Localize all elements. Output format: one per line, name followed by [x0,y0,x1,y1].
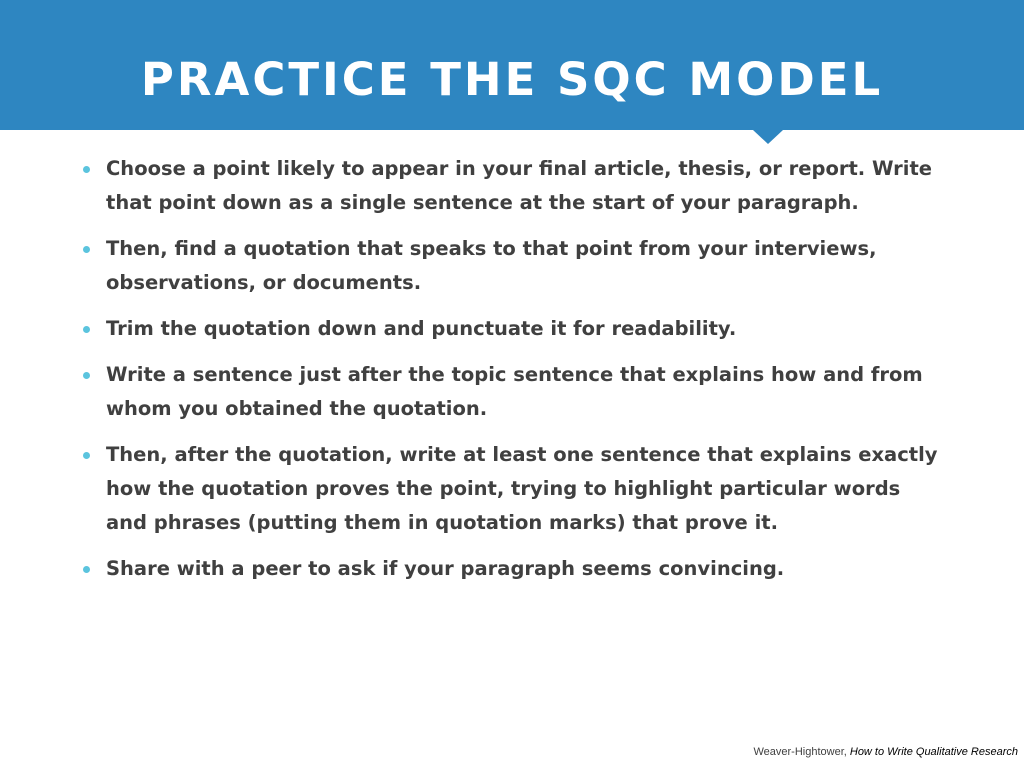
bullet-item [80,358,940,426]
bullet-text: Then, after the quotation, write at least one sentence that explains exactly how the quotation proves the point, trying to highlight particular words and phrases (putting them in quotation marks) that prove it. [106,443,938,534]
footer-author: Weaver-Hightower, [753,746,847,758]
bullet-item [80,552,940,586]
bullet-dot-icon [83,326,90,333]
slide-title: PRACTICE THE SQC MODEL [140,53,884,106]
bullet-dot-icon [83,372,90,379]
bullet-dot-icon [83,166,90,173]
bullet-dot-icon [83,566,90,573]
citation-footer [753,746,1018,758]
bullet-item [80,438,940,540]
banner-pointer [753,130,783,144]
bullet-text: Share with a peer to ask if your paragraph seems convincing. [106,557,785,580]
bullet-item [80,152,940,220]
bullet-dot-icon [83,452,90,459]
bullet-text: Then, find a quotation that speaks to that point from your interviews, observations, or documents. [106,237,877,294]
bullet-text: Write a sentence just after the topic sentence that explains how and from whom you obtained the quotation. [106,363,923,420]
footer-book-title: How to Write Qualitative Research [849,746,1018,758]
bullet-text: Trim the quotation down and punctuate it for readability. [106,317,737,340]
title-banner [0,0,1024,130]
bullet-dot-icon [83,246,90,253]
bullet-text: Choose a point likely to appear in your final article, thesis, or report. Write that point down as a single sentence at the start of your paragraph. [106,157,933,214]
bullet-list [80,152,940,598]
bullet-item [80,232,940,300]
bullet-item [80,312,940,346]
